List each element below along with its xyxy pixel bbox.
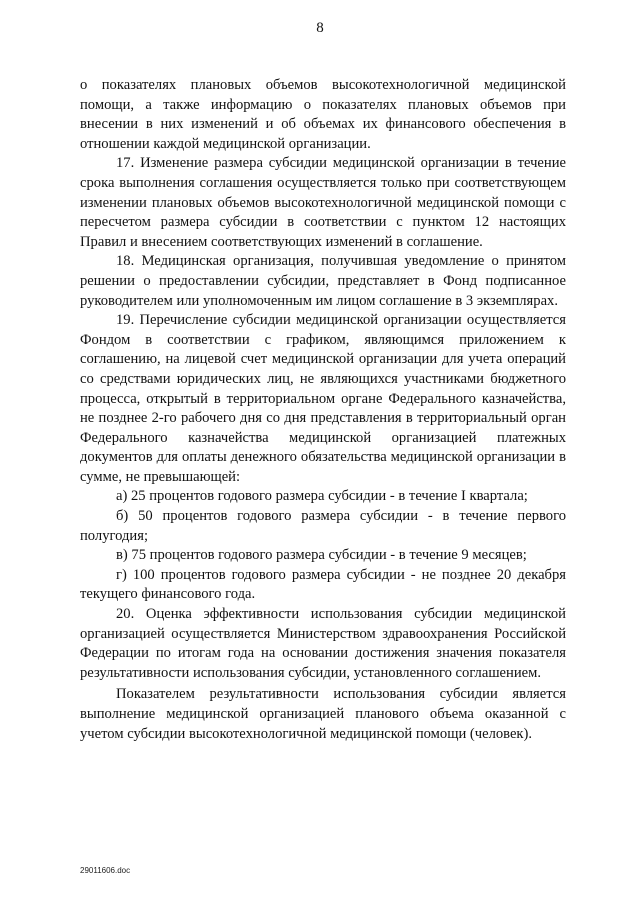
paragraph-20: 20. Оценка эффективности использования субсидии медицинской организацией осуществляется Министерством здравоохранения Российской Федерации по итогам года на основании достижения значения показателя результативности использования субсидии, установленного соглашением.	[80, 606, 566, 681]
paragraph-19: 19. Перечисление субсидии медицинской организации осуществляется Фондом в соответствии с графиком, являющимся приложением к соглашению, на лицевой счет медицинской организации для учета операций со средствами юридических лиц, не являющихся участниками бюджетного процесса, открытый в территориальном органе Федерального казначейства, не позднее 2-го рабочего дня со дня представления в территориальный орган Федерального казначейства медицинской организацией платежных документов для оплаты денежного обязательства медицинской организации в сумме, не превышающей:	[80, 312, 566, 485]
paragraph-19-item-a: а) 25 процентов годового размера субсидии - в течение I квартала;	[116, 488, 528, 505]
document-body	[80, 76, 566, 744]
paragraph-20-indicator: Показателем результативности использования субсидии является выполнение медицинской организацией планового объема оказанной с учетом субсидии высокотехнологичной медицинской помощи (человек).	[80, 686, 566, 742]
paragraph-19-item-b: б) 50 процентов годового размера субсидии - в течение первого полугодия;	[80, 508, 566, 544]
paragraph-19-item-d: г) 100 процентов годового размера субсидии - не позднее 20 декабря текущего финансового года.	[80, 566, 566, 603]
page-number: 8	[316, 20, 324, 36]
paragraph-continuation: о показателях плановых объемов высокотехнологичной медицинской помощи, а также информацию о показателях плановых объемов при внесении в них изменений и об объемах их финансового обеспечения в отношении каждой медицинской организации.	[80, 77, 566, 152]
paragraph-17: 17. Изменение размера субсидии медицинской организации в течение срока выполнения соглашения осуществляется только при соответствующем изменении плановых объемов высокотехнологичной медицинской помощи с пересчетом размера субсидии в соответствии с пунктом 12 настоящих Правил и внесением соответствующих изменений в соглашение.	[80, 155, 566, 250]
paragraph-19-item-c: в) 75 процентов годового размера субсидии - в течение 9 месяцев;	[116, 547, 527, 564]
paragraph-18: 18. Медицинская организация, получившая уведомление о принятом решении о предоставлении субсидии, представляет в Фонд подписанное руководителем или уполномоченным им лицом соглашение в 3 экземплярах.	[80, 253, 566, 309]
footer-file-name: 29011606.doc	[80, 866, 131, 875]
